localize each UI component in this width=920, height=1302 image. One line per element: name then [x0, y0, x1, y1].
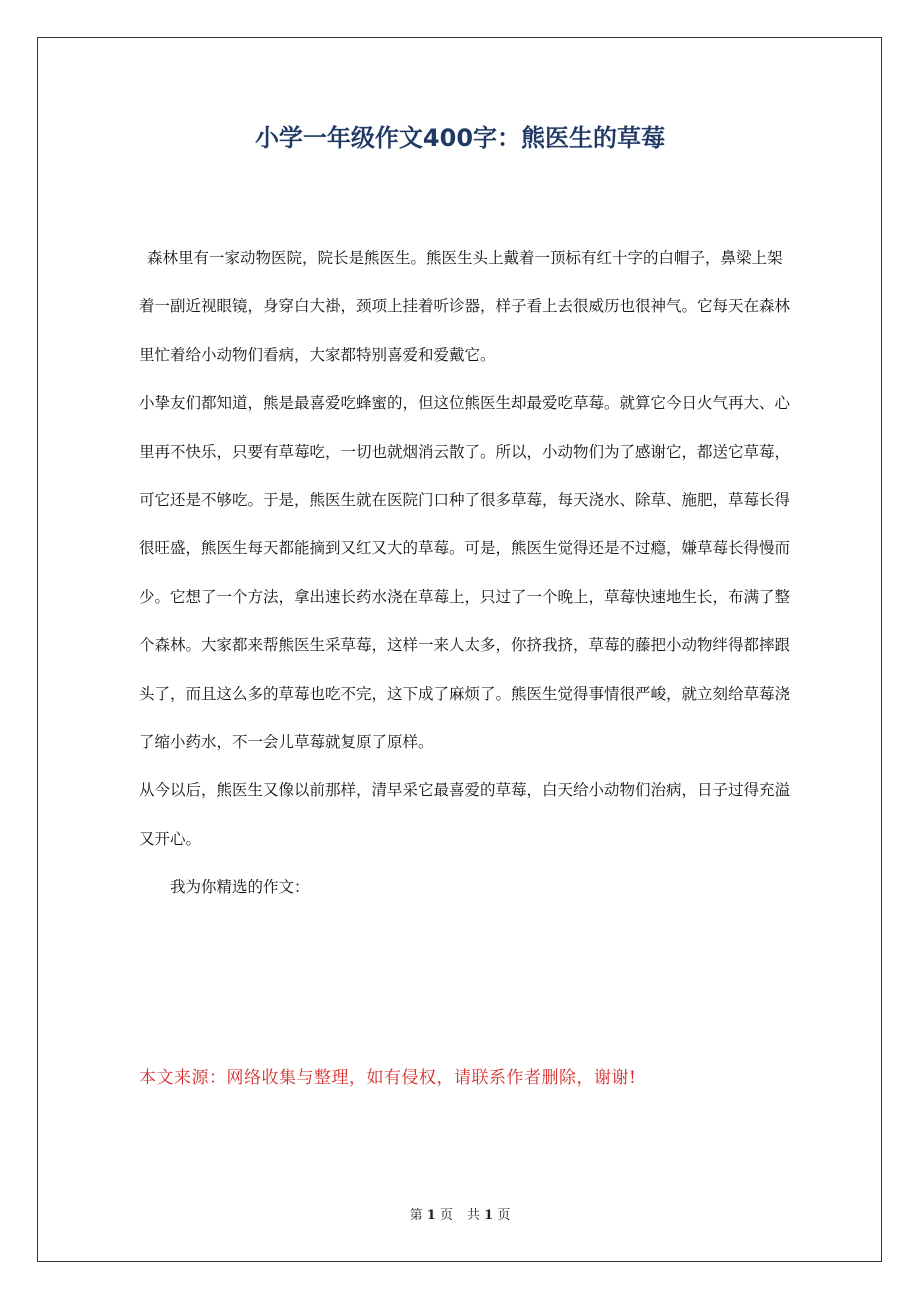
closing-line: 我为你精选的作文： — [170, 878, 310, 897]
page-prefix: 第 — [409, 1208, 423, 1223]
paragraph-story: 小挚友们都知道，熊是最喜爱吃蜂蜜的，但这位熊医生却最爱吃草莓。就算它今日火气再大、心里再不快乐，只要有草莓吃，一切也就烟消云散了。所以，小动物们为了感谢它，都送它草莓，可它还是不够吃。于是，熊医生就在医院门口种了很多草莓，每天浇水、除草、施肥，草莓长得很旺盛，熊医生每天都能摘到又红又大的草莓。可是，熊医生觉得还是不过瘾，嫌草莓长得慢而少。它想了一个方法，拿出速长药水浇在草莓上，只过了一个晚上，草莓快速地生长，布满了整个森林。大家都来帮熊医生采草莓，这样一来人太多，你挤我挤，草莓的藤把小动物绊得都摔跟头了，而且这么多的草莓也吃不完，这下成了麻烦了。熊医生觉得事情很严峻，就立刻给草莓浇了缩小药水，不一会儿草莓就复原了原样。 — [139, 394, 791, 752]
total-page-number: 1 — [484, 1208, 494, 1223]
page-footer — [0, 1205, 920, 1227]
page-suffix: 页 — [439, 1208, 453, 1223]
document-title: 小学一年级作文400字：熊医生的草莓 — [254, 124, 666, 152]
paragraph-ending: 从今以后，熊医生又像以前那样，清早采它最喜爱的草莓，白天给小动物们治病，日子过得充溢又开心。 — [139, 781, 791, 848]
current-page-number: 1 — [426, 1208, 436, 1223]
total-suffix: 页 — [497, 1208, 511, 1223]
total-prefix: 共 — [467, 1208, 481, 1223]
document-body — [139, 234, 797, 912]
paragraph-intro: 森林里有一家动物医院，院长是熊医生。熊医生头上戴着一顶标有红十字的白帽子，鼻梁上架着一副近视眼镜，身穿白大褂，颈项上挂着听诊器，样子看上去很威历也很神气。它每天在森林里忙着给小动物们看病，大家都特别喜爱和爱戴它。 — [139, 249, 791, 364]
source-disclaimer: 本文来源：网络收集与整理，如有侵权，请联系作者删除，谢谢! — [139, 1068, 637, 1088]
